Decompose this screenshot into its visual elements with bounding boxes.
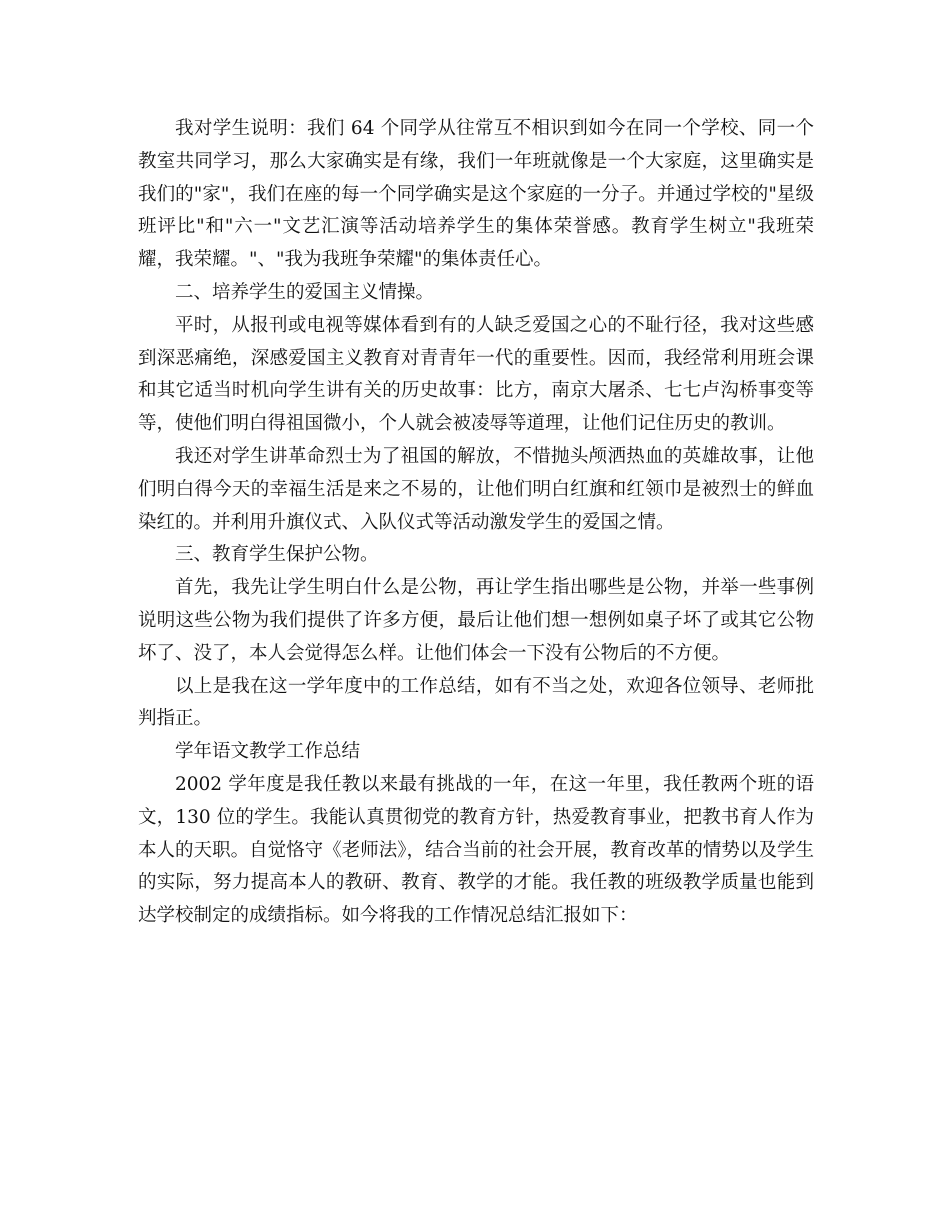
document-body	[138, 113, 814, 933]
paragraph-teaching-summary-intro: 2002 学年度是我任教以来最有挑战的一年，在这一年里，我任教两个班的语文，130 位的学生。我能认真贯彻党的教育方针，热爱教育事业，把教书育人作为本人的天职。自觉恪守《老师法》，结合当前的社会开展，教育改革的情势以及学生的实际，努力提高本人的教研、教育、教学的才能。我任教的班级教学质量也能到达学校制定的成绩指标。如今将我的工作情况总结汇报如下：	[138, 773, 814, 927]
paragraph-class-belonging: 我对学生说明：我们 64 个同学从往常互不相识到如今在同一个学校、同一个教室共同学习，那么大家确实是有缘，我们一年班就像是一个大家庭，这里确实是我们的"家"，我们在座的每一个同学确实是这个家庭的一分子。并通过学校的"星级班评比"和"六一"文艺汇演等活动培养学生的集体荣誉感。教育学生树立"我班荣耀，我荣耀。"、"我为我班争荣耀"的集体责任心。	[138, 118, 814, 271]
paragraph-history-education: 平时，从报刊或电视等媒体看到有的人缺乏爱国之心的不耻行径，我对这些感到深恶痛绝，深感爱国主义教育对青青年一代的重要性。因而，我经常利用班会课和其它适当时机向学生讲有关的历史故事：比方，南京大屠杀、七七卢沟桥事变等等，使他们明白得祖国微小，个人就会被凌辱等道理，让他们记住历史的教训。	[138, 314, 814, 435]
section-title-chinese-teaching-summary: 学年语文教学工作总结	[175, 741, 361, 763]
paragraph-revolutionary-heroes: 我还对学生讲革命烈士为了祖国的解放，不惜抛头颅洒热血的英雄故事，让他们明白得今天的幸福生活是来之不易的，让他们明白红旗和红领巾是被烈士的鲜血染红的。并利用升旗仪式、入队仪式等活动激发学生的爱国之情。	[138, 445, 814, 533]
paragraph-conclusion: 以上是我在这一学年度中的工作总结，如有不当之处，欢迎各位领导、老师批判指正。	[138, 675, 814, 730]
heading-patriotism: 二、培养学生的爱国主义情操。	[175, 281, 435, 303]
heading-protect-public-property: 三、教育学生保护公物。	[175, 544, 379, 566]
paragraph-public-property: 首先，我先让学生明白什么是公物，再让学生指出哪些是公物，并举一些事例说明这些公物为我们提供了许多方便，最后让他们想一想例如桌子坏了或其它公物坏了、没了，本人会觉得怎么样。让他们体会一下没有公物后的不方便。	[138, 577, 814, 664]
